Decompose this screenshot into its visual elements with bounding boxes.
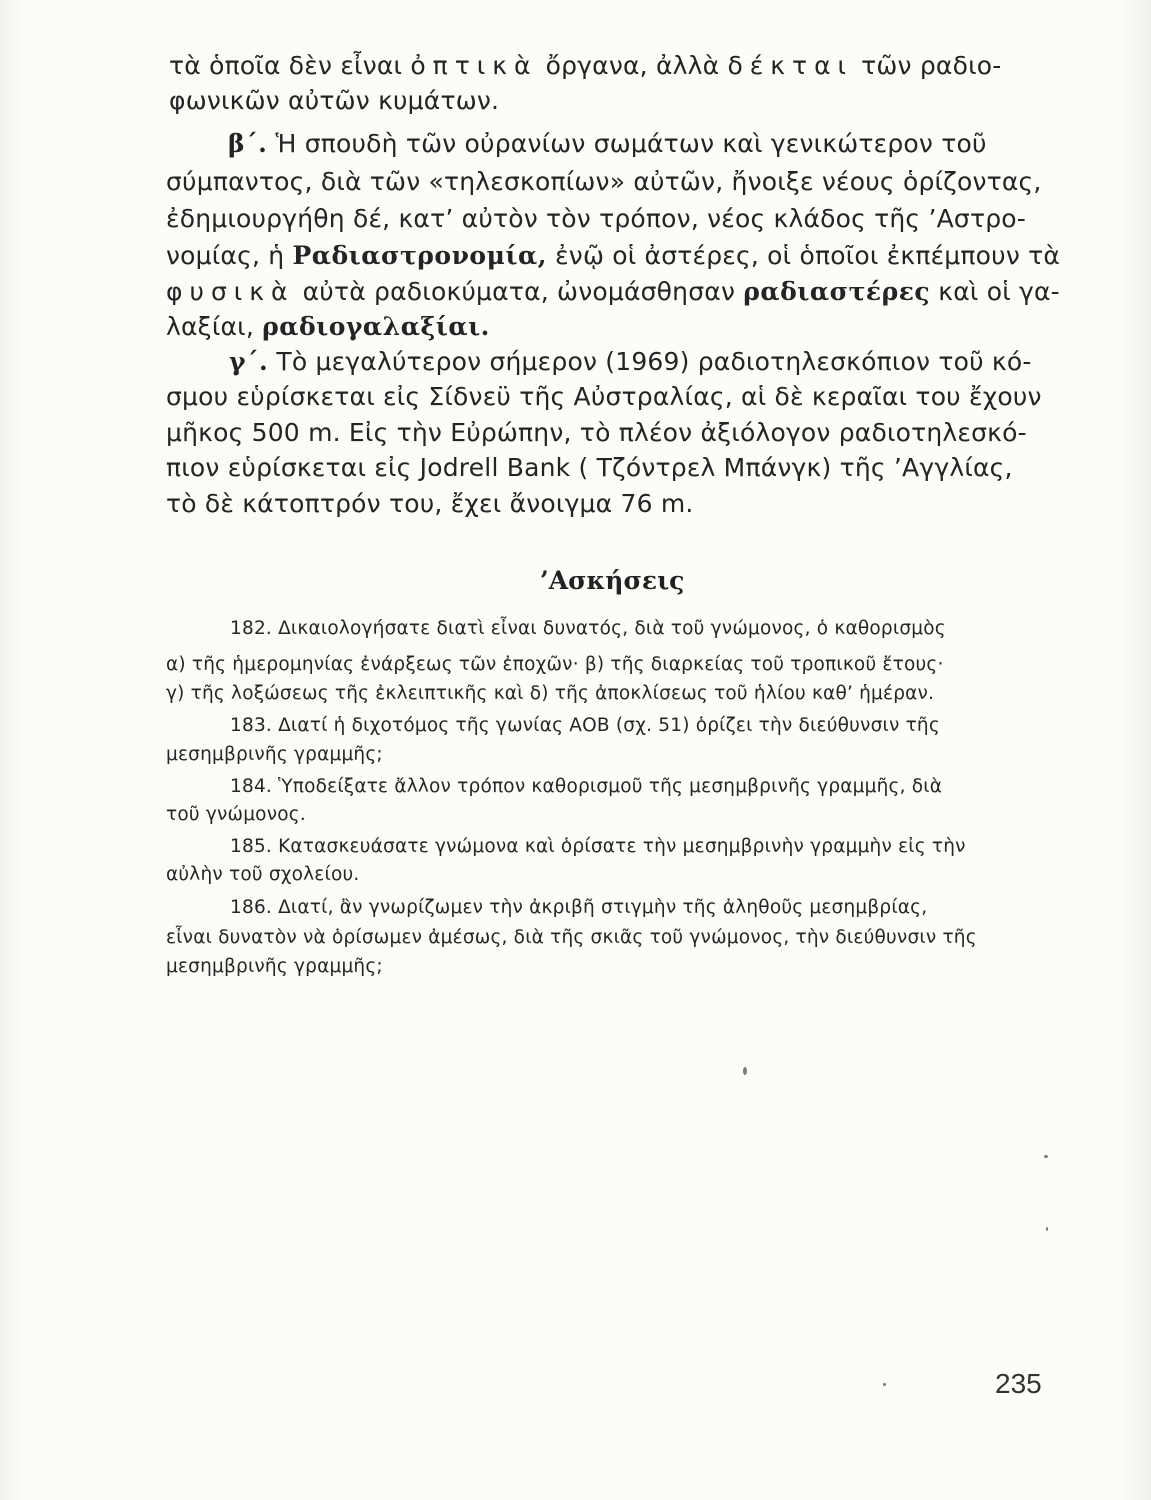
exercise-182-line-2: α) τῆς ἡμερομηνίας ἐνάρξεως τῶν ἐποχῶν· β) τῆς διαρκείας τοῦ τροπικοῦ ἔτους·: [166, 654, 944, 675]
text-segment: ἐδημιουργήθη δέ, κατ’ αὐτὸν τὸν τρόπον, νέος κλάδος τῆς ’Αστρο-: [166, 204, 1026, 233]
exercise-185-line-1: 185. Κατασκευάσατε γνώμονα καὶ ὁρίσατε τὴν μεσημβρινὴν γραμμὴν εἰς τὴν: [230, 836, 966, 857]
paragraph-2-line-6: [166, 311, 490, 342]
text-segment: αὐτὰ ραδιοκύματα, ὠνομάσθησαν: [294, 277, 744, 306]
spaced-text-segment: ὀπτικὰ: [410, 51, 538, 80]
section-marker-beta: β΄.: [228, 129, 268, 158]
text-segment: Τὸ μεγαλύτερον σήμερον (1969) ραδιοτηλεσκόπιον τοῦ κό-: [268, 347, 1032, 376]
text-segment: σύμπαντος, διὰ τῶν «τηλεσκοπίων» αὐτῶν, ἤνοιξε νέους ὁρίζοντας,: [166, 167, 1042, 196]
exercises-heading: ’Ασκήσεις: [540, 566, 685, 595]
exercise-186-line-1: 186. Διατί, ἂν γνωρίζωμεν τὴν ἀκριβῆ στιγμὴν τῆς ἀληθοῦς μεσημβρίας,: [230, 897, 928, 918]
exercise-186-line-2: εἶναι δυνατὸν νὰ ὁρίσωμεν ἀμέσως, διὰ τῆς σκιᾶς τοῦ γνώμονος, τὴν διεύθυνσιν τῆς: [166, 927, 977, 948]
exercise-186-line-3: μεσημβρινῆς γραμμῆς;: [166, 956, 383, 977]
text-segment: σμου εὑρίσκεται εἰς Σίδνεϋ τῆς Αὐστραλίας, αἱ δὲ κεραῖαι του ἔχουν: [166, 382, 1042, 411]
paragraph-2-line-1: [228, 128, 987, 159]
paragraph-1-line-2: [169, 85, 499, 116]
text-segment: καὶ οἱ γα-: [930, 277, 1060, 306]
scan-speck: [743, 1067, 747, 1075]
scan-speck: [883, 1383, 886, 1386]
paragraph-2-line-2: [166, 166, 1042, 197]
text-segment: τὸ δὲ κάτοπτρόν του, ἔχει ἄνοιγμα 76 m.: [166, 489, 694, 518]
text-segment: λαξίαι,: [166, 312, 263, 341]
text-segment: νομίας, ἡ: [166, 241, 293, 270]
text-segment: ἐνῷ οἱ ἀστέρες, οἱ ὁποῖοι ἐκπέμπουν τὰ: [546, 241, 1061, 270]
paragraph-2-line-3: [166, 203, 1026, 234]
scan-speck: [1044, 1155, 1048, 1158]
exercise-184-line-2: τοῦ γνώμονος.: [166, 804, 306, 825]
text-segment: φωνικῶν αὐτῶν κυμάτων.: [169, 86, 500, 115]
paragraph-2-line-5: [166, 276, 1060, 307]
text-segment: ὄργανα, ἀλλὰ: [537, 51, 728, 80]
exercise-183-line-1: 183. Διατί ἡ διχοτόμος τῆς γωνίας ΑΟΒ (σχ. 51) ὁρίζει τὴν διεύθυνσιν τῆς: [230, 715, 940, 736]
paragraph-3-line-5: [166, 488, 694, 519]
paragraph-3-line-1: [229, 346, 1032, 377]
spaced-text-segment: δέκται: [727, 51, 854, 80]
text-segment: μῆκος 500 m. Εἰς τὴν Εὐρώπην, τὸ πλέον ἀξιόλογον ραδιοτηλεσκό-: [166, 418, 1027, 447]
exercise-185-line-2: αὐλὴν τοῦ σχολείου.: [166, 864, 360, 885]
paragraph-2-line-4: [166, 240, 1060, 271]
text-segment: τῶν ραδιο-: [853, 51, 1002, 80]
text-segment: πιον εὑρίσκεται εἰς Jodrell Bank ( Τζόντρελ Μπάνγκ) τῆς ’Αγγλίας,: [166, 453, 1013, 482]
page-number: 235: [995, 1368, 1042, 1399]
scan-speck: [1046, 1227, 1048, 1231]
paragraph-3-line-2: [166, 381, 1042, 412]
exercise-182-line-1: 182. Δικαιολογήσατε διατὶ εἶναι δυνατός, διὰ τοῦ γνώμονος, ὁ καθορισμὸς: [230, 618, 946, 639]
text-segment: Ἡ σπουδὴ τῶν οὐρανίων σωμάτων καὶ γενικώτερον τοῦ: [267, 129, 987, 158]
paragraph-3-line-3: [166, 417, 1027, 448]
text-segment: τὰ ὁποῖα δὲν εἶναι: [169, 51, 411, 80]
bold-term-radioastronomy: Ραδιαστρονομία,: [292, 241, 547, 270]
bold-term-radiostars: ραδιαστέρες: [743, 277, 931, 306]
spaced-text-segment: φυσικὰ: [166, 277, 295, 306]
exercise-184-line-1: 184. Ὑποδείξατε ἄλλον τρόπον καθορισμοῦ τῆς μεσημβρινῆς γραμμῆς, διὰ: [230, 776, 943, 797]
exercise-182-line-3: γ) τῆς λοξώσεως τῆς ἐκλειπτικῆς καὶ δ) τῆς ἀποκλίσεως τοῦ ἡλίου καθ’ ἡμέραν.: [166, 683, 935, 704]
paragraph-1-line-1: [169, 50, 1001, 81]
exercise-183-line-2: μεσημβρινῆς γραμμῆς;: [166, 744, 383, 765]
section-marker-gamma: γ΄.: [229, 347, 269, 376]
bold-term-radiogalaxies: ραδιογαλαξίαι.: [262, 312, 490, 341]
paragraph-3-line-4: [166, 452, 1013, 483]
